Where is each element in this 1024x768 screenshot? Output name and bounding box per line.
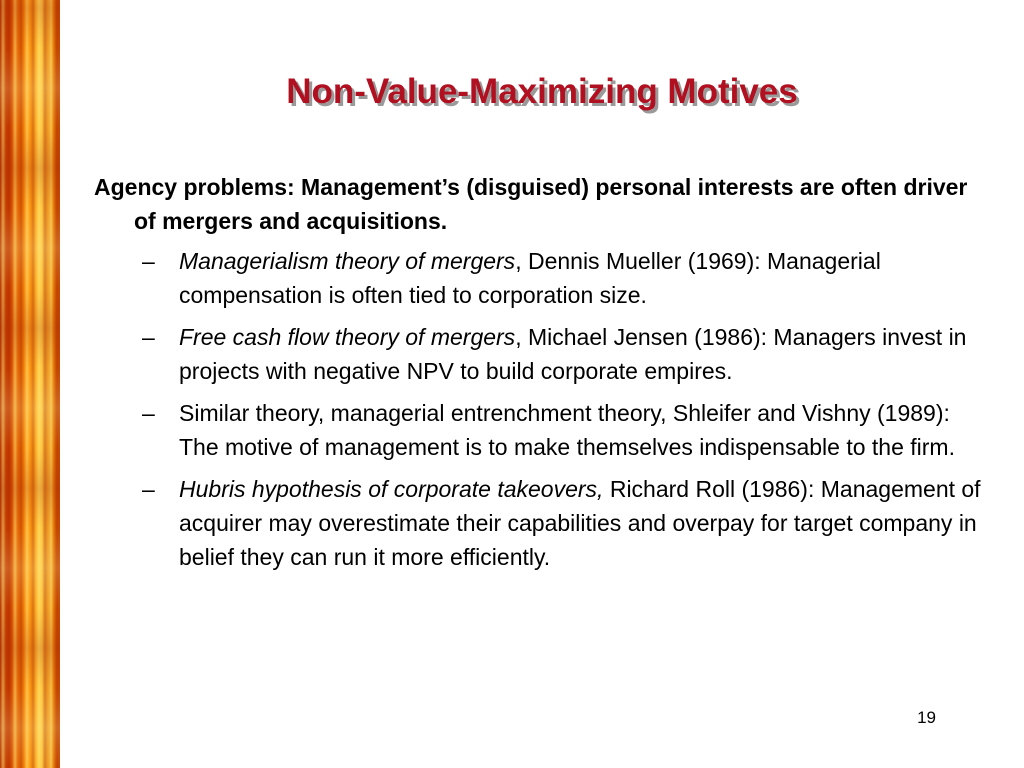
page-number: 19 — [917, 708, 936, 727]
theory-description: Richard Roll (1986): Management of acquirer may overestimate their capabilities and overpay for target company in belief they can run it more efficiently. — [179, 476, 981, 570]
theory-name: Managerialism theory of mergers — [179, 248, 516, 274]
slide-title: Non-Value-Maximizing Motives — [286, 72, 798, 111]
theory-description: , Michael Jensen (1986): Managers invest in projects with negative NPV to build corporate empires. — [179, 324, 967, 384]
sub-bullet-item — [94, 320, 994, 388]
lead-bullet: Agency problems: Management’s (disguised) personal interests are often driver of mergers and acquisitions. — [94, 174, 968, 234]
sub-bullet-item — [94, 472, 994, 574]
sub-bullet-item — [94, 396, 994, 464]
theory-name: Hubris hypothesis of corporate takeovers, — [179, 476, 604, 502]
sub-bullet-list — [94, 244, 994, 574]
theory-description: , Dennis Mueller (1969): Managerial compensation is often tied to corporation size. — [179, 248, 881, 308]
sub-bullet-item — [94, 244, 994, 312]
dash-bullet-icon: – — [142, 324, 155, 350]
slide-content — [94, 170, 994, 582]
dash-bullet-icon: – — [142, 248, 155, 274]
dash-bullet-icon: – — [142, 476, 155, 502]
theory-name: Free cash flow theory of mergers — [179, 324, 516, 350]
theory-description: Similar theory, managerial entrenchment theory, Shleifer and Vishny (1989): The motive of management is to make themselves indispensable to the firm. — [179, 400, 955, 460]
dash-bullet-icon: – — [142, 400, 155, 426]
flame-decoration-strip — [0, 0, 60, 768]
